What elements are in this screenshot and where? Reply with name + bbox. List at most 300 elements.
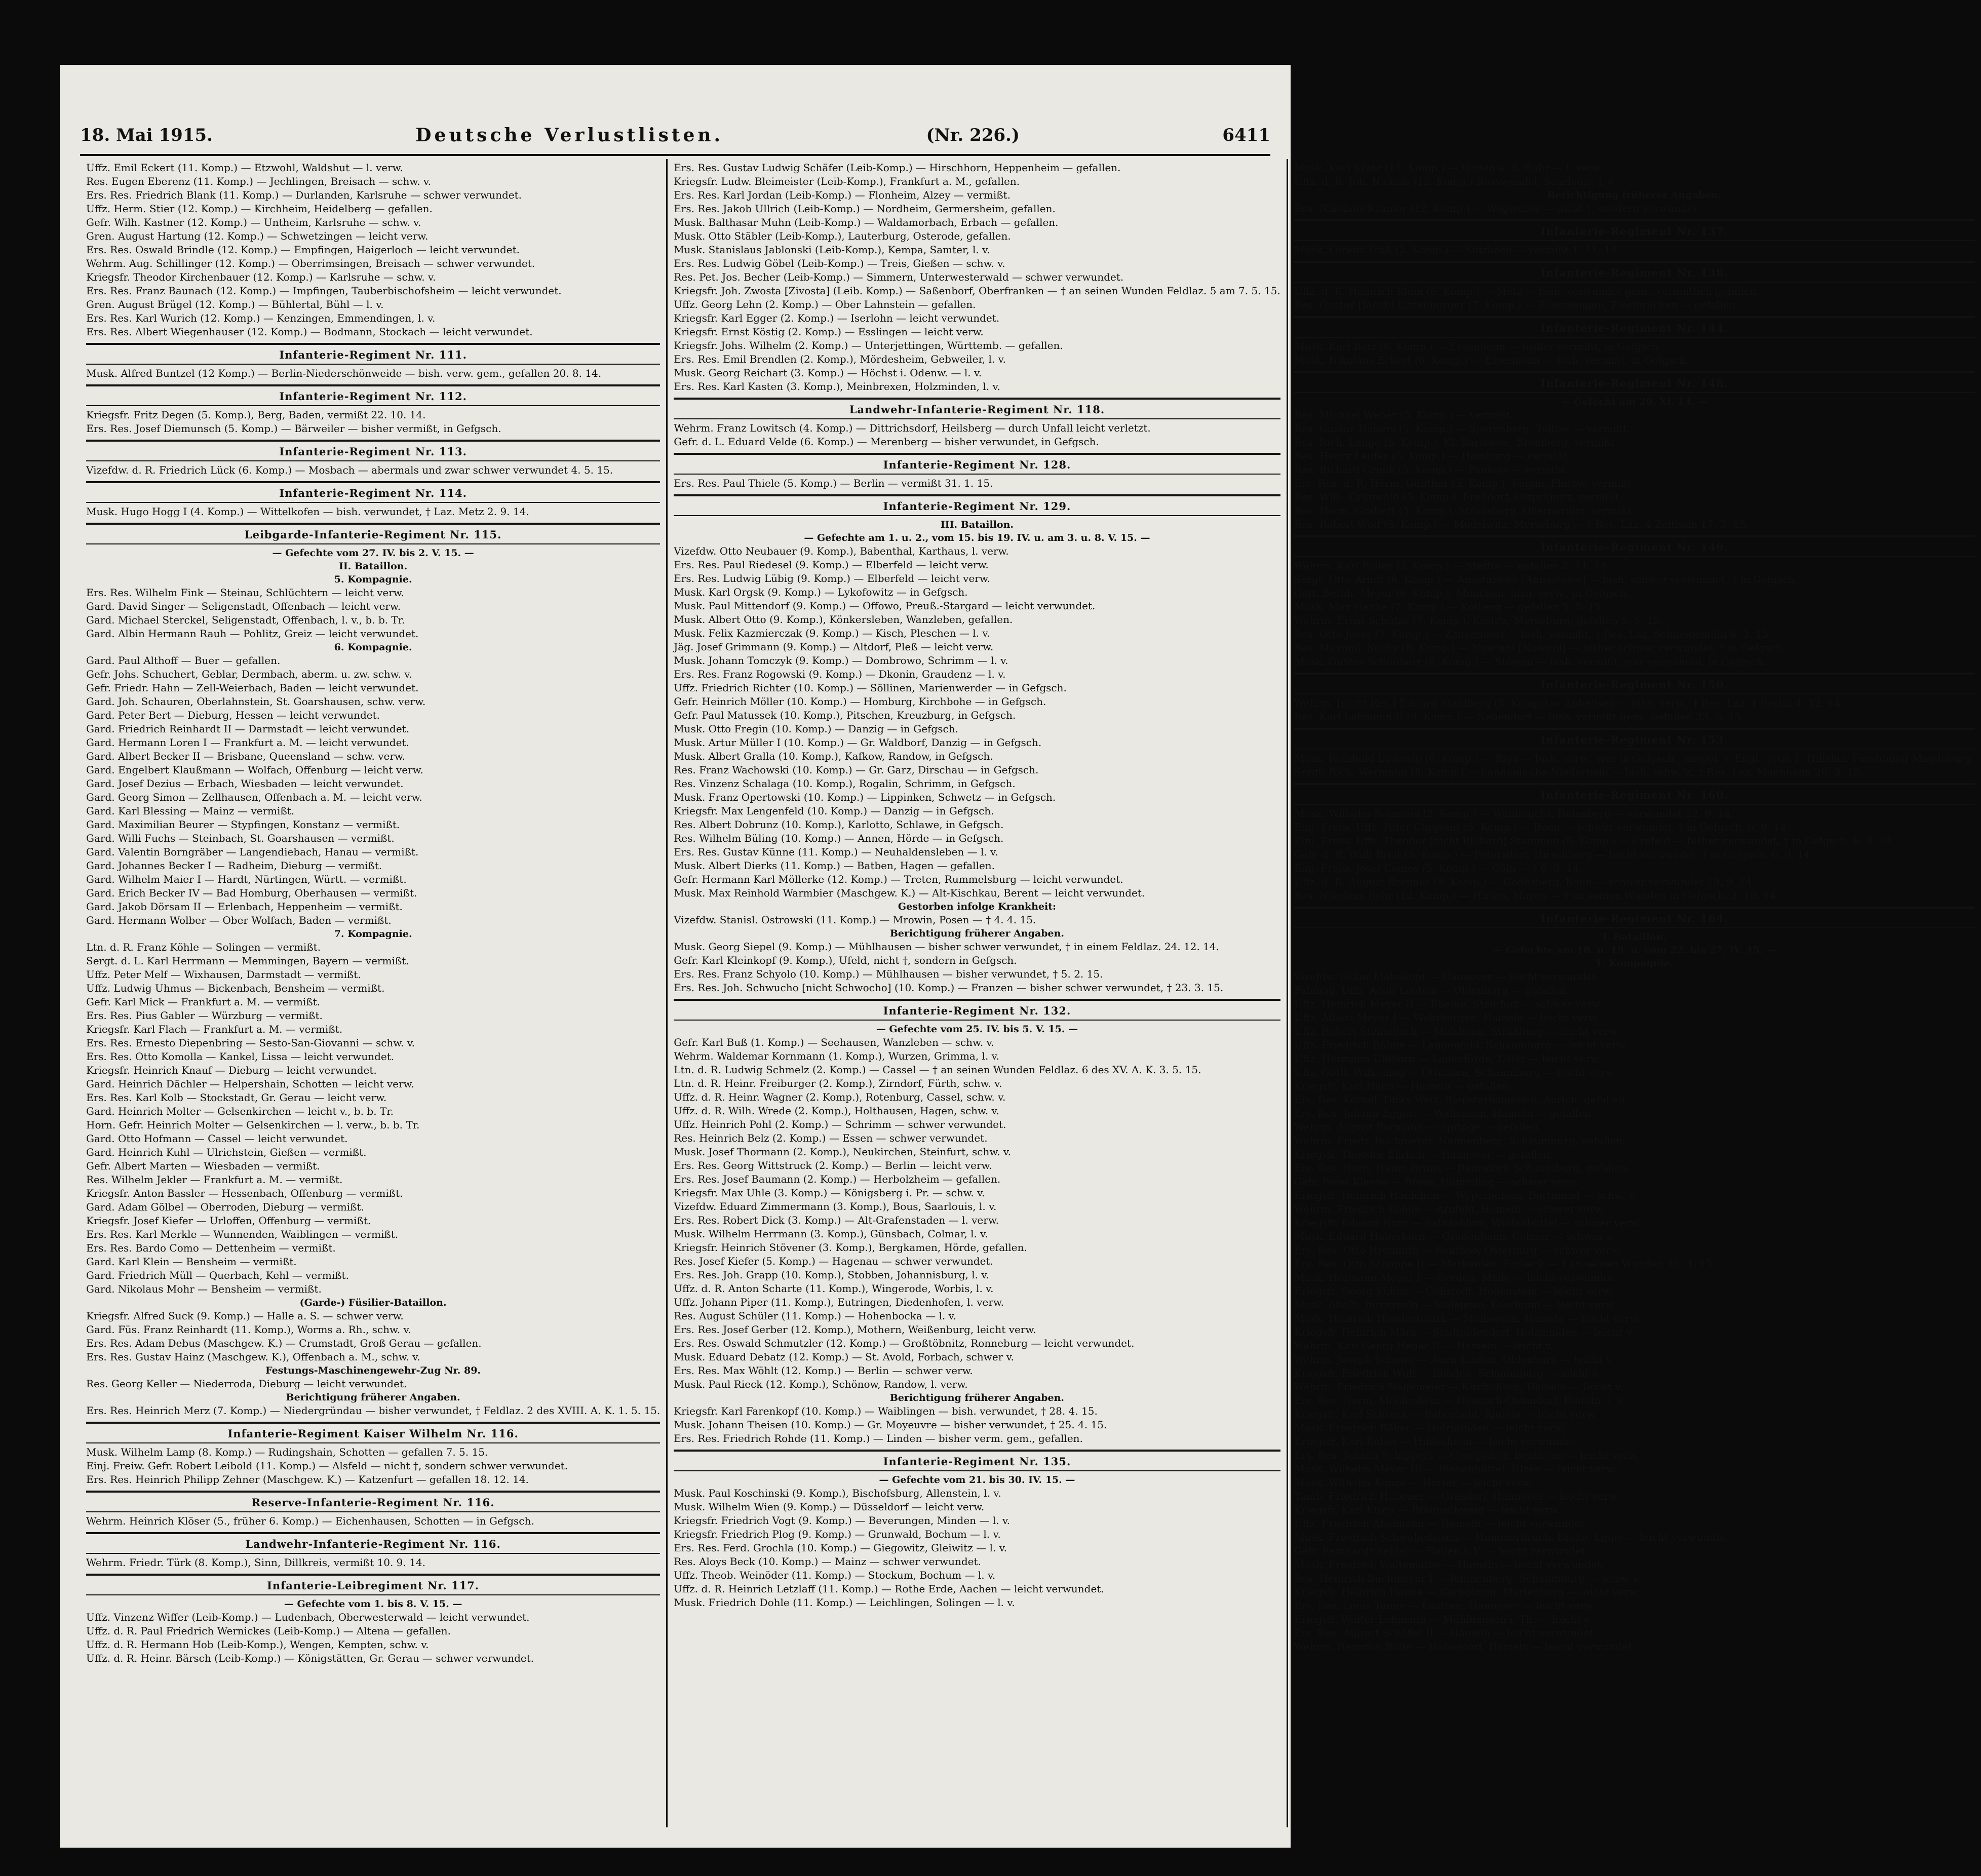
subheading: — Gefechte vom 25. IV. bis 5. V. 15. —: [876, 1024, 1078, 1035]
casualty-entry: Ers. Res. Friedrich Rohde (11. Komp.) — Linden — bisher verm. gem., gefallen.: [674, 1432, 1083, 1444]
casualty-entry: Ers. Res. Karl Kolb — Stockstadt, Gr. Gerau — leicht verw.: [86, 1091, 387, 1104]
casualty-entry: Uffz. Hermann Uhlhorn — Lauenförde, Uslar — leicht verw.: [1294, 1052, 1601, 1065]
casualty-entry: Gard. Karl Klein — Bensheim — vermißt.: [86, 1256, 297, 1268]
casualty-entry: Res. Pet. Jos. Becher (Leib-Komp.) — Simmern, Unterwesterwald — schwer verwundet.: [674, 271, 1124, 283]
casualty-entry: Vizefdw. Oskar Mahnkopf — Hannover — leicht verwundet.: [1294, 970, 1600, 983]
casualty-entry: Ers. Res. Kornel. Dirks Weiz, Riepsterhamerich, Aurich, gefallen.: [1294, 1093, 1628, 1106]
regiment-title: Infanterie-Leibregiment Nr. 117.: [86, 1578, 660, 1595]
casualty-entry: Musk. Max Reinhold Warmbier (Maschgew. K.) — Alt-Kischkau, Berent — leicht verwundet.: [674, 887, 1145, 899]
casualty-entry: Wehrm. Franz Lowitsch (4. Komp.) — Dittrichsdorf, Heilsberg — durch Unfall leicht verletzt.: [674, 422, 1151, 434]
casualty-entry: Gard. Karl Blessing — Mainz — vermißt.: [86, 805, 295, 817]
casualty-entry: Kriegsfr. Karl Egger (2. Komp.) — Iserlohn — leicht verwundet.: [674, 312, 1000, 324]
casualty-entry: Wehrm. Karl Polley (3. Komp.) — Stettin — gefallen 2. 11. 14.: [1294, 560, 1610, 572]
casualty-entry: Sergt. Rich. Wermann (8. Komp.) — Langenlauba-Niederhain — bish. schw. v., † Res. Laz. Mannheim 20. 3. 15.: [1294, 766, 1863, 778]
casualty-entry: Res. Vinzenz Schalaga (10. Komp.), Rogalin, Schrimm, in Gefgsch.: [674, 777, 1016, 790]
casualty-entry: Ers. Res. Max Wöhlt (12. Komp.) — Berlin — schwer verw.: [674, 1364, 973, 1377]
casualty-entry: Musk. Wilhelm Meyer III — Bienenbüttel, Ulzen — leicht verw.: [1294, 1463, 1617, 1475]
casualty-entry: Uffz. Friedrich Abelmann — Hameln — leicht verwundet.: [1294, 1517, 1588, 1530]
columns: [80, 159, 1975, 1827]
casualty-entry: Gefr. Karl Buß (1. Komp.) — Seehausen, Wanzleben — schw. v.: [674, 1036, 994, 1048]
casualty-entry: Ers. Res. Ludwig Lübig (9. Komp.) — Elberfeld — leicht verw.: [674, 572, 990, 584]
casualty-entry: Musk. Franz Opertowski (10. Komp.) — Lippinken, Schwetz — in Gefgsch.: [674, 791, 1056, 803]
regiment-section: [86, 481, 660, 519]
casualty-entry: Ers. Res. Louis Tanne — Laatzen, Hannover — leicht verw.: [1294, 1599, 1596, 1612]
casualty-entry: Res. Heinrich Belz (2. Komp.) — Essen — schwer verwundet.: [674, 1132, 988, 1144]
subheading: Gestorben infolge Krankheit:: [898, 901, 1056, 912]
casualty-entry: Uffz. d. R. Heinrich Klein (6. Komp.) — Metz — bish. verwundet gem., vermutlich gefallen.: [1294, 285, 1760, 297]
subheading: — Gefechte vom 21. bis 30. IV. 15. —: [879, 1474, 1075, 1486]
casualty-entry: Musk. Nikolaus Eckert (6. Komp.) — Essenheim — bish. vermißt, in Gefgsch.: [1294, 354, 1690, 366]
casualty-entry: Musk. Karl Orgsk (9. Komp.) — Lykofowitz — in Gefgsch.: [674, 586, 968, 598]
casualty-entry: Musk. Albert Otto (9. Komp.), Könkersleben, Wanzleben, gefallen.: [674, 613, 1013, 626]
casualty-entry: Res. Wilhelm Büling (10. Komp.) — Annen, Hörde — in Gefgsch.: [674, 832, 1004, 844]
casualty-entry: Kriegsfr. Johs. Wilhelm (2. Komp.) — Unterjettingen, Württemb. — gefallen.: [674, 339, 1063, 351]
subheading: — Gefechte vom 27. IV. bis 2. V. 15. —: [272, 548, 474, 559]
casualty-entry: Res. Nikolaus Krämer (12. Komp.) — Wagweiler — nicht †, sondern verwundet.: [1294, 202, 1701, 214]
casualty-entry: Kriegsfr. Heinrich Haulchen — Weperbelsen, Dortmund — schw. v.: [1294, 1189, 1636, 1201]
header-divider: [80, 154, 1270, 156]
casualty-entry: Ers. Res. Oswald Schmutzler (12. Komp.) — Großtöbnitz, Ronneburg — leicht verwundet.: [674, 1337, 1135, 1349]
newspaper-page: [60, 65, 1975, 1848]
regiment-title: Landwehr-Infanterie-Regiment Nr. 118.: [674, 402, 1280, 419]
subheading: 7. Kompagnie.: [334, 928, 412, 940]
casualty-entry: Gard. Adam Gölbel — Oberroden, Dieburg — vermißt.: [86, 1201, 364, 1213]
casualty-entry: Gard. Joh. Schauren, Oberlahnstein, St. Goarshausen, schw. verw.: [86, 695, 426, 708]
casualty-entry: Uffz. Theob. Weinöder (11. Komp.) — Stockum, Bochum — l. v.: [674, 1569, 996, 1581]
regiment-section: [1294, 673, 1975, 724]
casualty-entry: Wehrm. Heinrich Klöser (5., früher 6. Komp.) — Eichenhausen, Schotten — in Gefgsch.: [86, 1515, 534, 1527]
casualty-entry: Musk. Eduard Haberkorn — Großenheim, Colmar — schwer v.: [1294, 1230, 1614, 1242]
casualty-entry: Gefr. Albert Marten — Wiesbaden — vermißt.: [86, 1160, 320, 1172]
casualty-entry: Gard. David Singer — Seligenstadt, Offenbach — leicht verw.: [86, 600, 401, 612]
casualty-entry: Gefr. Reinhardt Seidel — Plauen i. V. — leicht verwundet.: [1294, 1545, 1588, 1557]
casualty-entry: Res. Gustav [Jacob] Litzenburger (7. Komp.) — Bliesmengen, Zweibrücken — gefallen.: [1294, 299, 1739, 311]
subheading: I. Bataillon.: [1602, 931, 1666, 943]
casualty-entry: Musk. Felix Kazmierczak (9. Komp.) — Kisch, Pleschen — l. v.: [674, 627, 990, 639]
casualty-entry: Res. Rich. Lange (5. Komp.), Kl. Bartelsee, Bromberg, vermißt.: [1294, 436, 1618, 448]
subheading: Berichtigung früherer Angaben.: [286, 1392, 460, 1403]
casualty-entry: Uffz. d. R. Wilh. Wrede (2. Komp.), Holthausen, Hagen, schw. v.: [674, 1105, 999, 1117]
casualty-entry: Wehrm. Joseph Schewe — Auen-Linden, Oldenburg — leicht v.: [1294, 1353, 1614, 1365]
casualty-entry: Kriegsfr. Heinrich Knauf — Dieburg — leicht verwundet.: [86, 1064, 377, 1076]
casualty-entry: Ers. Res. Horn. Heinr. Bruns — Reinsdorf, Schaumburg, gefallen.: [1294, 1162, 1630, 1174]
casualty-entry: Gard. Nikolaus Mohr — Bensheim — vermißt.: [86, 1283, 322, 1295]
regiment-section: [674, 999, 1280, 1445]
casualty-entry: Ers. Res. Bardo Como — Dettenheim — vermißt.: [86, 1242, 336, 1254]
casualty-entry: Ers. Res. Gustav Ludwig Schäfer (Leib-Komp.) — Hirschhorn, Heppenheim — gefallen.: [674, 162, 1121, 174]
casualty-entry: Musk. Paul Mittendorf (9. Komp.) — Offowo, Preuß.-Stargard — leicht verwundet.: [674, 600, 1096, 612]
casualty-entry: Musk. Friedrich Waltemathe — Hameln — leicht verwundet.: [1294, 1558, 1605, 1571]
casualty-entry: Musk. Balthasar Muhn (Leib-Komp.) — Waldamorbach, Erbach — gefallen.: [674, 216, 1059, 228]
casualty-entry: Res. Henry Leufer (5. Komp.) — Hamburg — vermißt.: [1294, 450, 1571, 462]
regiment-title: Infanterie-Regiment Nr. 137.: [1294, 223, 1975, 241]
casualty-entry: Kriegsfr. Ernst Köstig (2. Komp.) — Esslingen — leicht verw.: [674, 326, 984, 338]
casualty-entry: Kriegsfr. Josef Kiefer — Urloffen, Offenburg — vermißt.: [86, 1215, 371, 1227]
casualty-entry: Kriegsfr. Walter Lehmann — Mühlhausen i. Th. — leicht v.: [1294, 1613, 1592, 1625]
casualty-entry: Kriegsfr. Friedrich Vogt (9. Komp.) — Beverungen, Minden — l. v.: [674, 1514, 1011, 1527]
casualty-entry: Uffz. d. R. Anton Scharte (11. Komp.), Wingerode, Worbis, l. v.: [674, 1282, 994, 1295]
subheading: 6. Kompagnie.: [334, 642, 412, 653]
page-header: [80, 120, 1270, 151]
casualty-entry: Gard. Hermann Loren I — Frankfurt a. M. — leicht verwundet.: [86, 736, 409, 749]
casualty-entry: Kriegsfr. Heinrich März — Stadtoldendorf, Holzminden — leicht v.: [1294, 1326, 1634, 1338]
regiment-section: [674, 1450, 1280, 1610]
casualty-entry: Musk. Eduard Debatz (12. Komp.) — St. Avold, Forbach, schwer v.: [674, 1351, 1014, 1363]
casualty-entry: Res. Josef Kiefer (5. Komp.) — Hagenau — schwer verwundet.: [674, 1255, 993, 1267]
casualty-entry: Ers. Res. Karl Kasten (3. Komp.), Meinbrexen, Holzminden, l. v.: [674, 380, 1000, 393]
casualty-entry: Uffz. d. R. Heinrich Letzlaff (11. Komp.) — Rothe Erde, Aachen — leicht verwundet.: [674, 1583, 1104, 1595]
casualty-entry: Ers. Res. Josef Gerber (12. Komp.), Mothern, Weißenburg, leicht verw.: [674, 1323, 1036, 1336]
regiment-title: Infanterie-Regiment Nr. 132.: [674, 1003, 1280, 1021]
casualty-entry: Gard. Jakob Dörsam II — Erlenbach, Heppenheim — vermißt.: [86, 901, 403, 913]
casualty-entry: Musk. Otto Stäbler (Leib-Komp.), Lauterburg, Osterode, gefallen.: [674, 230, 1011, 242]
casualty-entry: Ers. Res. Franz Schyolo (10. Komp.) — Mühlhausen — bisher verwundet, † 5. 2. 15.: [674, 968, 1103, 980]
regiment-title: Infanterie-Regiment Nr. 153.: [1294, 732, 1975, 750]
casualty-entry: Ers. Res. Friedrich Blank (11. Komp.) — Durlanden, Karlsruhe — schwer verwundet.: [86, 189, 522, 201]
casualty-entry: Res. Nikolaus Bohr (12. Komp.) — Hirten, Mayen — † an seinen Wunden in Gefgsch. 2. 10. 14.: [1294, 889, 1779, 902]
casualty-entry: Musk. Paul Koschinski (9. Komp.), Bischofsburg, Allenstein, l. v.: [674, 1487, 1001, 1499]
casualty-entry: Gard. Michael Sterckel, Seligenstadt, Offenbach, l. v., b. b. Tr.: [86, 614, 405, 626]
casualty-entry: Ers. Res. Johann Schippers — Georgsdorf, Bentheim — leicht verw.: [1294, 1449, 1640, 1461]
regiment-section: [1294, 783, 1975, 903]
casualty-entry: Wehrm. Friedrich Kobus — Arnfeld, Hameln — schwer verw.: [1294, 1203, 1605, 1215]
casualty-entry: Musk. Friedrich Schwabedissen — Hummerbruch, Brake, Lippe — leicht verwundet.: [1294, 1531, 1730, 1543]
casualty-entry: Kriegsfr. Heinrich Stövener (3. Komp.), Bergkamen, Hörde, gefallen.: [674, 1241, 1027, 1254]
casualty-entry: Musk. Gustav Schönherr (8. Komp.) — Stöwen — bish. vermißt, war verwundet, in Gefgsch.: [1294, 655, 1766, 668]
casualty-entry: Kriegsfr. Theodor Ehrlich — Hannover — gefallen.: [1294, 1148, 1553, 1160]
regiment-section: [86, 1422, 660, 1487]
regiment-section: [1294, 316, 1975, 367]
casualty-entry: Musk. Karl Kratz (11. Komp.) — Witten a. d. Ruhr — l. verw.: [1294, 162, 1603, 174]
casualty-entry: Wehrm. Friedrich Hagemeier — Kirchohsen, Hameln — leicht v.: [1294, 1381, 1623, 1393]
casualty-entry: Gefr. d. R. Willi Breit (5. Komp.) — Petersdorf, Hirschberg — leicht verwundet, † in Gefgsch. 6. 9. 14.: [1294, 848, 1813, 861]
regiment-title: Infanterie-Regiment Nr. 138.: [1294, 265, 1975, 283]
subheading: — Gefecht am 29. XI. 14. —: [1561, 396, 1708, 407]
casualty-entry: Vizefdw. Otto Neubauer (9. Komp.), Babenthal, Karthaus, l. verw.: [674, 545, 1009, 557]
casualty-entry: Res. Richard Grunk (5. Komp.) — Pankow — vermißt.: [1294, 463, 1569, 476]
casualty-entry: Res. Heinrich Buchmeyer I — Rannenberg, Schaumburg — schw. v.: [1294, 1572, 1641, 1584]
casualty-entry: Gren. August Hartung (12. Komp.) — Schwetzingen — leicht verw.: [86, 230, 429, 242]
regiment-title: Infanterie-Regiment Nr. 135.: [674, 1454, 1280, 1471]
casualty-entry: Gard. Heinrich Kuhl — Ulrichstein, Gießen — vermißt.: [86, 1146, 367, 1158]
subheading: Festungs-Maschinengewehr-Zug Nr. 89.: [265, 1365, 481, 1376]
casualty-entry: Musk. Albert Dierks (11. Komp.) — Batben, Hagen — gefallen.: [674, 859, 995, 872]
casualty-entry: Gard. Peter Bert — Dieburg, Hessen — leicht verwundet.: [86, 709, 380, 721]
casualty-entry: Gefr. Heinrich Möller (10. Komp.) — Homburg, Kirchbohe — in Gefgsch.: [674, 695, 1046, 708]
regiment-title: Leibgarde-Infanterie-Regiment Nr. 115.: [86, 527, 660, 544]
regiment-section: [86, 343, 660, 380]
casualty-entry: Uffz. Robert Steinebach — Molsheim, Straßburg — leicht verw.: [1294, 1025, 1620, 1037]
casualty-entry: Wehrm. Waldemar Kornmann (1. Komp.), Wurzen, Grimma, l. v.: [674, 1050, 999, 1062]
casualty-entry: Res. Wilh. Grünwald (5. Komp.), Freßdorf, Ostprignitz, vermißt.: [1294, 491, 1622, 503]
casualty-entry: Vizefdw. Stanisl. Ostrowski (11. Komp.) — Mrowin, Posen — † 4. 4. 15.: [674, 914, 1036, 926]
casualty-entry: Ers. Res. Robert Dick (3. Komp.) — Alt-Grafenstaden — l. verw.: [674, 1214, 999, 1226]
regiment-section: [86, 523, 660, 1418]
regiment-section: [86, 384, 660, 436]
casualty-entry: Ers. Res. Josef Baumann (2. Komp.) — Herbolzheim — gefallen.: [674, 1173, 1001, 1185]
continued-section: [674, 159, 1280, 394]
casualty-entry: Musk. Alfred Buntzel (12 Komp.) — Berlin-Niederschönweide — bish. verw. gem., gefallen 20. 8. 14.: [86, 367, 602, 379]
casualty-entry: Kriegsfr. Georg Kühne — Gollstedt, Hohenstein — leicht verw.: [1294, 1285, 1613, 1297]
casualty-entry: Ers. Res. Paul Riedesel (9. Komp.) — Elberfeld — leicht verw.: [674, 559, 989, 571]
casualty-entry: Ers. Res. Otto Komolla — Kankel, Lissa — leicht verwundet.: [86, 1050, 395, 1063]
casualty-entry: Ers. Res. Karl Wurich (12. Komp.) — Kenzingen, Emmendingen, l. v.: [86, 312, 436, 324]
casualty-entry: Kriegsfr. Friedrich Wulf — Rohden, Schaumburg — leicht v.: [1294, 1367, 1600, 1379]
casualty-entry: Res. Robert Wolf (5. Komp.) — Modelwitz, Merseburg — † Res. Laz. 4 Zeithain 17. 3. 15.: [1294, 518, 1749, 530]
subheading: — Gefechte am 1. u. 2., vom 15. bis 19. IV. u. am 3. u. 8. V. 15. —: [804, 532, 1150, 543]
casualty-entry: Res. Franz Wachowski (10. Komp.) — Gr. Garz, Dirschau — in Gefgsch.: [674, 764, 1039, 776]
casualty-entry: Kriegsfr. Karl Flach — Frankfurt a. M. — vermißt.: [86, 1023, 343, 1035]
casualty-entry: Kriegsfr. Max Lengenfeld (10. Komp.) — Danzig — in Gefgsch.: [674, 805, 994, 817]
casualty-entry: Kriegsfr. Karl Hahn — Hameln — gefallen.: [1294, 1080, 1512, 1092]
casualty-entry: Uffz. Heinrich Pohl (2. Komp.) — Schrimm — schwer verwundet.: [674, 1118, 1006, 1130]
regiment-title: Infanterie-Regiment Nr. 114.: [86, 485, 660, 503]
casualty-entry: Gard. Füs. Franz Reinhardt (11. Komp.), Worms a. Rh., schw. v.: [86, 1323, 411, 1336]
casualty-entry: Musk. Wilhelm Beumers (2. Komp.) — Waldfeucht, Heinsberg — verwundet 22. 9. 14.: [1294, 807, 1734, 819]
casualty-entry: Musk. Wilhelm Herrmann (3. Komp.), Günsbach, Colmar, l. v.: [674, 1228, 988, 1240]
regiment-section: [1294, 261, 1975, 312]
regiment-title: Infanterie-Regiment Nr. 144.: [1294, 320, 1975, 338]
casualty-entry: Wehrm. Ernst Schütze (7. Komp.), Köslitz, Merseburg, gefallen 5. 5. 15.: [1294, 614, 1663, 627]
casualty-entry: Kriegsfr. Joh. Zwosta [Zivosta] (Leib. Komp.) — Saßenborf, Oberfranken — † an seinen Wunden Feldlaz. 5 am 7. 5. 15.: [674, 285, 1280, 297]
regiment-section: [1294, 219, 1975, 257]
casualty-entry: Ers. Res. d. R. Herm. Günther (5. Komp.), Kölpin, Flatow, vermißt.: [1294, 477, 1635, 489]
casualty-entry: Gard. Willi Fuchs — Steinbach, St. Goarshausen — vermißt.: [86, 832, 395, 844]
casualty-entry: Musk. Johann Tomczyk (9. Komp.) — Dombrowo, Schrimm — l. v.: [674, 654, 1008, 667]
regiment-title: Infanterie-Regiment Nr. 129.: [674, 498, 1280, 516]
subheading: III. Bataillon.: [940, 519, 1014, 530]
header-title: Deutsche Verlustlisten.: [415, 125, 724, 146]
casualty-entry: Uffz. Friedrich Böhne — Langenfeld, Schaumburg — leicht verw.: [1294, 1039, 1627, 1051]
casualty-entry: Kriegsfr. Fritz Degen (5. Komp.), Berg, Baden, vermißt 22. 10. 14.: [86, 409, 426, 421]
casualty-entry: Gard. Heinrich Molter — Gelsenkirchen — leicht v., b. b. Tr.: [86, 1105, 394, 1117]
casualty-entry: Ers. Res. Heinrich Philipp Zehner (Maschgew. K.) — Katzenfurt — gefallen 18. 12. 14.: [86, 1473, 529, 1486]
casualty-entry: Musk. Lorenz Tröß (2. Komp.) — Sulzbach — vermißt 1. 11. 14.: [1294, 244, 1620, 256]
regiment-title: Infanterie-Regiment Nr. 113.: [86, 444, 660, 461]
casualty-entry: Res. Albert Dobrunz (10. Komp.), Karlotto, Schlawe, in Gefgsch.: [674, 818, 1004, 831]
casualty-entry: Musk. Wilhelm Lamp (8. Komp.) — Rudingshain, Schotten — gefallen 7. 5. 15.: [86, 1446, 488, 1458]
regiment-section: [674, 453, 1280, 490]
casualty-entry: Musk. Johann Theisen (10. Komp.) — Gr. Moyeuvre — bisher verwundet, † 25. 4. 15.: [674, 1419, 1107, 1431]
casualty-entry: Ers. Res. Franz Rogowski (9. Komp.) — Dkonin, Graudenz — l. v.: [674, 668, 1006, 680]
casualty-entry: Ers. Res. Paul Thiele (5. Komp.) — Berlin — vermißt 31. 1. 15.: [674, 477, 993, 489]
subheading: (Garde-) Füsilier-Bataillon.: [299, 1297, 447, 1308]
casualty-entry: Ers. Res. Franz Baunach (12. Komp.) — Impfingen, Tauberbischofsheim — leicht verwundet.: [86, 285, 562, 297]
casualty-entry: Res. Maximil. Suchy (8. Komp.) — Nowinni [Nowuni] — bisher schwer verwundet, † in Gefgsch.: [1294, 642, 1786, 654]
casualty-entry: Wehrm. Friedr. Türk (8. Komp.), Sinn, Dillkreis, vermißt 10. 9. 14.: [86, 1556, 425, 1569]
regiment-section: [1294, 728, 1975, 779]
casualty-entry: Einj. Freiw. Gefr. Robert Leibold (11. Komp.) — Alsfeld — nicht †, sondern schwer verwundet.: [86, 1460, 568, 1472]
casualty-entry: Musk. Karl Betz (6. Komp.) — Essenheim — bisher vermißt, in Gefgsch.: [1294, 340, 1662, 353]
casualty-entry: Musk. Albert Gralla (10. Komp.), Kafkow, Randow, in Gefgsch.: [674, 750, 993, 762]
casualty-entry: Uffz. Johann Piper (11. Komp.), Eutringen, Diedenhofen, l. verw.: [674, 1296, 1004, 1308]
casualty-entry: Uffz. Gottl. Wilkening — Ottensen, Schaumburg — leicht verw.: [1294, 1066, 1616, 1078]
casualty-entry: Ers. Res. Otto Schoppe II — Markenien, Einbeck — † an seinen Wunden 26. 4. 15.: [1294, 1258, 1716, 1270]
casualty-entry: Ers. Res. Ludwig Göbel (Leib-Komp.) — Treis, Gießen — schw. v.: [674, 257, 1005, 269]
casualty-entry: Ltn. d. R. Heinr. Freiburger (2. Komp.), Zirndorf, Fürth, schw. v.: [674, 1077, 1002, 1089]
casualty-entry: Ltn. d. R. Franz Köhle — Solingen — vermißt.: [86, 941, 321, 953]
casualty-entry: Ers. Res. Albert Wiegenhauser (12. Komp.) — Bodmann, Stockach — leicht verwundet.: [86, 326, 533, 338]
casualty-entry: Uffz. Friedrich Richter (10. Komp.) — Söllinen, Marienwerder — in Gefgsch.: [674, 682, 1067, 694]
casualty-entry: Gefr. Paul Matussek (10. Komp.), Pitschen, Kreuzburg, in Gefgsch.: [674, 709, 1016, 721]
subheading: — Gefechte am 18. u. 19. u. vom 22. bis 27. IV. 15. —: [1492, 945, 1776, 956]
casualty-entry: Musk. Abalb. Jurczynski — Sielejewo, Koschmin — leicht verw.: [1294, 1299, 1616, 1311]
casualty-entry: Gard. Friedrich Müll — Querbach, Kehl — vermißt.: [86, 1269, 349, 1281]
casualty-entry: Ers. Res. Georg Wittstruck (2. Komp.) — Berlin — leicht verw.: [674, 1159, 992, 1171]
casualty-entry: Ers. Res. Ernesto Diepenbring — Sesto-San-Giovanni — schw. v.: [86, 1037, 415, 1049]
regiment-section: [86, 440, 660, 477]
subheading: II. Bataillon.: [338, 561, 408, 572]
casualty-entry: Musk. Georg Reichart (3. Komp.) — Höchst i. Odenw. — l. v.: [674, 367, 982, 379]
regiment-title: Infanterie-Regiment Nr. 112.: [86, 388, 660, 406]
regiment-title: Landwehr-Infanterie-Regiment Nr. 116.: [86, 1536, 660, 1554]
regiment-section: [674, 494, 1280, 995]
casualty-entry: Gard. Heinrich Dächler — Helpershain, Schotten — leicht verw.: [86, 1078, 414, 1090]
casualty-entry: Ers. Res. Emil Brendlen (2. Komp.), Mördesheim, Gebweiler, l. v.: [674, 353, 1006, 365]
header-page-number: 6411: [1222, 125, 1270, 145]
casualty-entry: Ers. Res. Joh. Grapp (10. Komp.), Stobben, Johannisburg, l. v.: [674, 1269, 989, 1281]
casualty-entry: Musk. Max Henke (7. Komp.) — Kolberg — gefallen 5. 5. 15.: [1294, 601, 1605, 613]
casualty-entry: Kriegsfr. Alfred Suck (9. Komp.) — Halle a. S. — schwer verw.: [86, 1310, 404, 1322]
casualty-entry: Musk. Heinrich Hundertmark — Meiborsen, Hameln — leicht verw.: [1294, 1312, 1641, 1324]
casualty-entry: Gard. Engelbert Klaußmann — Wolfach, Offenburg — leicht verw.: [86, 764, 423, 776]
casualty-entry: Tamb. Friedrich Hübener — Grasdorf, Hannover — leicht verw.: [1294, 1490, 1619, 1502]
header-date: 18. Mai 1915.: [80, 125, 213, 145]
regiment-title: Infanterie-Regiment Kaiser Wilhelm Nr. 116.: [86, 1426, 660, 1443]
regiment-title: Reserve-Infanterie-Regiment Nr. 116.: [86, 1495, 660, 1512]
casualty-entry: Uffz. d. R. Paul Friedrich Wernickes (Leib-Komp.) — Altena — gefallen.: [86, 1625, 451, 1637]
casualty-entry: Ers. Res. Adam Debus (Maschgew. K.) — Crumstadt, Groß Gerau — gefallen.: [86, 1337, 482, 1349]
casualty-entry: Musk. Friedrich Räker — Holzminden — leicht verw.: [1294, 1422, 1565, 1434]
casualty-entry: Uffz. d. R. Heinr. Bärsch (Leib-Komp.) — Königstätten, Gr. Gerau — schwer verwundet.: [86, 1652, 534, 1664]
casualty-entry: Kriegsfr. Eduard Horn — Salzdahlum, Wolfenbüttel — schwer verw.: [1294, 1217, 1642, 1229]
casualty-entry: Ers. Res. Herm. Möhlenbein — Hessisch-Oldendorf, Rinteln, l. v.: [1294, 1394, 1625, 1406]
casualty-entry: Uffz. d. R. Hermann Hob (Leib-Komp.), Wengen, Kempten, schw. v.: [86, 1638, 429, 1651]
regiment-section: [86, 1532, 660, 1570]
casualty-entry: Kriegsfr. Karl Kisga — Braunschweig — leicht verw.: [1294, 1504, 1561, 1516]
casualty-entry: Res. Michael Weber (5. Komp.) — vermißt.: [1294, 409, 1513, 421]
casualty-entry: Einj. Freiw. Josef Comes (5. Komp.) — Cöln — † 6. 9. 14.: [1294, 862, 1583, 874]
subheading: Berichtigung früherer Angaben.: [889, 1392, 1065, 1403]
casualty-entry: Gard. Georg Simon — Zellhausen, Offenbach a. M. — leicht verw.: [86, 791, 422, 803]
regiment-title: Infanterie-Regiment Nr. 148.: [1294, 375, 1975, 393]
casualty-entry: Kriegsfr. Anton Bassler — Hessenbach, Offenburg — vermißt.: [86, 1187, 403, 1199]
regiment-title: Infanterie-Regiment Nr. 128.: [674, 457, 1280, 475]
casualty-entry: Ers. Res. Oswald Brindle (12. Komp.) — Empfingen, Haigerloch — leicht verwundet.: [86, 244, 520, 256]
casualty-entry: Ers. Res. Karl Jordan (Leib-Komp.) — Flonheim, Alzey — vermißt.: [674, 189, 1011, 201]
casualty-entry: Res. Wilhelm Jekler — Frankfurt a. M. — vermißt.: [86, 1174, 343, 1186]
casualty-entry: Einj. Freiw. Uffz. Theodor [nicht Richard] Stammen (5. Komp.) — Crefeld — bisher verwundet, † in Gefgsch. 6. 9. 14.: [1294, 835, 1895, 847]
casualty-entry: Uffz. Albert Meyer I — Wehrbergen, Hameln — leicht verw.: [1294, 1011, 1600, 1024]
casualty-entry: Kriegsfr. Heinrich Hanne — Garbolzum, Marienburg — leicht verw.: [1294, 1586, 1640, 1598]
casualty-entry: Uffz. Georg Lehn (2. Komp.) — Ober Lahnstein — gefallen.: [674, 298, 976, 310]
casualty-entry: Wehrm. Heinrich Bolte — Halvestorf, Hameln — leicht verwundet.: [1294, 1640, 1636, 1653]
casualty-entry: Kriegsfr. Friedrich Plog (9. Komp.) — Grunwald, Bochum — l. v.: [674, 1528, 1001, 1540]
casualty-entry: Gefr. d. L. Eduard Velde (6. Komp.) — Merenberg — bisher verwundet, in Gefgsch.: [674, 436, 1099, 448]
continued-section: [1294, 159, 1975, 215]
regiment-section: [1294, 535, 1975, 669]
casualty-entry: Gefr. Peter Kleene — Brees, Hümmling — schwer verw.: [1294, 1176, 1578, 1188]
casualty-entry: Wehrm. Aug. Schillinger (12. Komp.) — Oberrimsingen, Breisach — schwer verwundet.: [86, 257, 535, 269]
casualty-entry: Musk. Hermann Meyer I — Gerden, Melle — leicht verwundet.: [1294, 1271, 1617, 1283]
casualty-entry: Gard. Maximilian Beurer — Stypfingen, Konstanz — vermißt.: [86, 818, 400, 831]
casualty-entry: Einj. Freiw. Uffz. Peter Chrysant (5. Komp.) — Bonn — schwer verwundet, † in Gefgsch. 6. 9. 14.: [1294, 821, 1790, 833]
casualty-entry: Musk. Josef Thormann (2. Komp.), Neukirchen, Steinfurt, schw. v.: [674, 1146, 1012, 1158]
casualty-entry: Wehrm. August Bormann — Springe — gefallen.: [1294, 1121, 1542, 1133]
regiment-title: Infanterie-Regiment Nr. 164.: [1294, 911, 1975, 928]
casualty-entry: Res. Gustav Höners (5. Komp.) — Sperenberg, Teltow — vermißt.: [1294, 422, 1630, 435]
casualty-entry: Ltn. d. R. Ludwig Schmelz (2. Komp.) — Cassel — † an seinen Wunden Feldlaz. 6 des XV. A. K. 3. 5. 15.: [674, 1064, 1201, 1076]
casualty-entry: Jäg. Josef Grimmann (9. Komp.) — Altdorf, Pleß — leicht verw.: [674, 641, 994, 653]
regiment-title: Infanterie-Regiment Nr. 149.: [1294, 539, 1975, 557]
casualty-entry: Ers. Res. Wilhelm Fink — Steinau, Schlüchtern — leicht verw.: [86, 587, 404, 599]
casualty-entry: Ers. Res. August Schäfer II — Hameln — leicht verwundet.: [1294, 1627, 1597, 1639]
casualty-entry: Musk. Wilhelm Wien (9. Komp.) — Düsseldorf — leicht verw.: [674, 1501, 985, 1513]
casualty-entry: Gard. Friedrich Reinhardt II — Darmstadt — leicht verwundet.: [86, 723, 410, 735]
casualty-entry: Musk. Otto Fregin (10. Komp.) — Danzig — in Gefgsch.: [674, 723, 958, 735]
casualty-entry: Vizefdw. d. R. Friedrich Lück (6. Komp.) — Mosbach — abermals und zwar schwer verwundet 4. 5. 15.: [86, 464, 613, 476]
casualty-entry: Res. August Schüler (11. Komp.) — Hohenbocka — l. v.: [674, 1310, 956, 1322]
casualty-entry: Ers. Res. Joh. Schwucho [nicht Schwocho] (10. Komp.) — Franzen — bisher schwer verwundet, † 23. 3. 15.: [674, 982, 1224, 994]
casualty-entry: Gard. Otto Hofmann — Cassel — leicht verwundet.: [86, 1132, 348, 1145]
casualty-entry: Gefr. Friedr. Hahn — Zell-Weierbach, Baden — leicht verwundet.: [86, 682, 419, 694]
casualty-entry: Musk. Stanislaus Jablonski (Leib-Komp.), Kempa, Samter, l. v.: [674, 244, 990, 256]
casualty-entry: Gefr. Hermann Karl Möllerke (12. Komp.) — Treten, Rummelsburg — leicht verwundet.: [674, 873, 1123, 885]
casualty-entry: Gefr. Bernh. Meyer (6. Komp.), München, bish. verw., in Gefgsch.: [1294, 587, 1630, 599]
casualty-entry: Musk. Wilhelm Kunze — Hörter — leicht verw.: [1294, 1476, 1533, 1489]
subheading: Berichtigung früherer Angaben.: [1547, 189, 1722, 201]
regiment-section: [86, 1574, 660, 1665]
casualty-entry: Uffz. Herm. Stier (12. Komp.) — Kirchheim, Heidelberg — gefallen.: [86, 203, 433, 215]
casualty-entry: Ers. Res. Josef Diemunsch (5. Komp.) — Bärweiler — bisher vermißt, in Gefgsch.: [86, 422, 501, 435]
regiment-title: Infanterie-Regiment Nr. 111.: [86, 347, 660, 365]
casualty-entry: Wehrm. Friedr. Buchmeyer, Nannenberg, Schaumburg, gefallen.: [1294, 1135, 1626, 1147]
casualty-entry: Wehrm. [nicht Res.] Eduard Stahlberg (5. Komp.) — Abbelisen — bish. verw., † Res. Laz. 1 Berlin 4. 12. 14.: [1294, 697, 1844, 709]
casualty-entry: Ers. Res. Gustav Künne (11. Komp.) — Neuhaldensleben — l. v.: [674, 846, 998, 858]
casualty-entry: Musk. Hugo Hogg I (4. Komp.) — Wittelkofen — bish. verwundet, † Laz. Metz 2. 9. 14.: [86, 505, 529, 518]
casualty-entry: Gard. Josef Dezius — Erbach, Wiesbaden — leicht verwundet.: [86, 777, 404, 790]
column-2: [666, 159, 1287, 1827]
casualty-entry: Kriegsfr. Karl Schreck — Baberhold, Rinteln — leicht verw.: [1294, 1408, 1598, 1420]
regiment-section: [1294, 907, 1975, 1654]
casualty-entry: Ers. Res. Karl Merkle — Wunnenden, Waiblingen — vermißt.: [86, 1228, 399, 1240]
casualty-entry: Ers. Res. Otto Hreimuth — Reuthoo, Osterburg — schwer verw.: [1294, 1244, 1621, 1256]
casualty-entry: Res. Herm. Grabert (5. Komp.), Strausberg, Oberbarnim, vermißt.: [1294, 504, 1635, 517]
casualty-entry: Res. Eugen Eberenz (11. Komp.) — Jechlingen, Breisach — schw. v.: [86, 175, 432, 187]
casualty-entry: Ers. Res. Ferd. Grochla (10. Komp.) — Giegowitz, Gleiwitz — l. v.: [674, 1542, 1007, 1554]
casualty-entry: Gard. Wilhelm Maier I — Hardt, Nürtingen, Württ. — vermißt.: [86, 873, 407, 885]
casualty-entry: Gard. Erich Becker IV — Bad Homburg, Oberhausen — vermißt.: [86, 887, 417, 899]
casualty-entry: Gefr. Johs. Schuchert, Geblar, Dermbach, aberm. u. zw. schw. v.: [86, 668, 412, 680]
casualty-entry: Horn. Gefr. Heinrich Molter — Gelsenkirchen — l. verw., b. b. Tr.: [86, 1119, 420, 1131]
casualty-entry: Musk. Friedrich Dohle (11. Komp.) — Leichlingen, Solingen — l. v.: [674, 1596, 1015, 1609]
casualty-entry: Musk. Georg Siepel (9. Komp.) — Mühlhausen — bisher schwer verwundet, † in einem Feldlaz. 24. 12. 14.: [674, 941, 1219, 953]
regiment-title: Infanterie-Regiment Nr. 150.: [1294, 677, 1975, 694]
regiment-section: [86, 1491, 660, 1528]
casualty-entry: Kriegsfr. Theodor Kirchenbauer (12. Komp.) — Karlsruhe — schw. v.: [86, 271, 436, 283]
casualty-entry: Res. Karl Lehmann II (9. Komp.) — Neuendorf — bish. vermißt gem., gefallen 23. 3. 15.: [1294, 711, 1744, 723]
casualty-entry: Wehrm. Karl Georg Heuer II — Hameln — leicht v.: [1294, 1340, 1553, 1352]
casualty-entry: Uffz. d. R. Heinr. Wagner (2. Komp.), Rotenburg, Cassel, schw. v.: [674, 1091, 1006, 1103]
casualty-entry: Ers. Res. Jakob Ullrich (Leib-Komp.) — Nordheim, Germersheim, gefallen.: [674, 203, 1056, 215]
casualty-entry: Uffz. Peter Melf — Wixhausen, Darmstadt — vermißt.: [86, 968, 361, 981]
header-issue: (Nr. 226.): [926, 125, 1020, 145]
column-3: [1287, 159, 1981, 1827]
casualty-entry: Gefr. Wilh. Kastner (12. Komp.) — Untheim, Karlsruhe — schw. v.: [86, 216, 421, 228]
casualty-entry: Uffz. Emil Eckert (11. Komp.) — Etzwohl, Waldshut — l. verw.: [86, 162, 403, 174]
continued-section: [86, 159, 660, 339]
casualty-entry: Ers. Res. Heinrich Merz (7. Komp.) — Niedergründau — bisher verwundet, † Feldlaz. 2 des XVIII. A. K. 1. 5. 15.: [86, 1404, 661, 1417]
